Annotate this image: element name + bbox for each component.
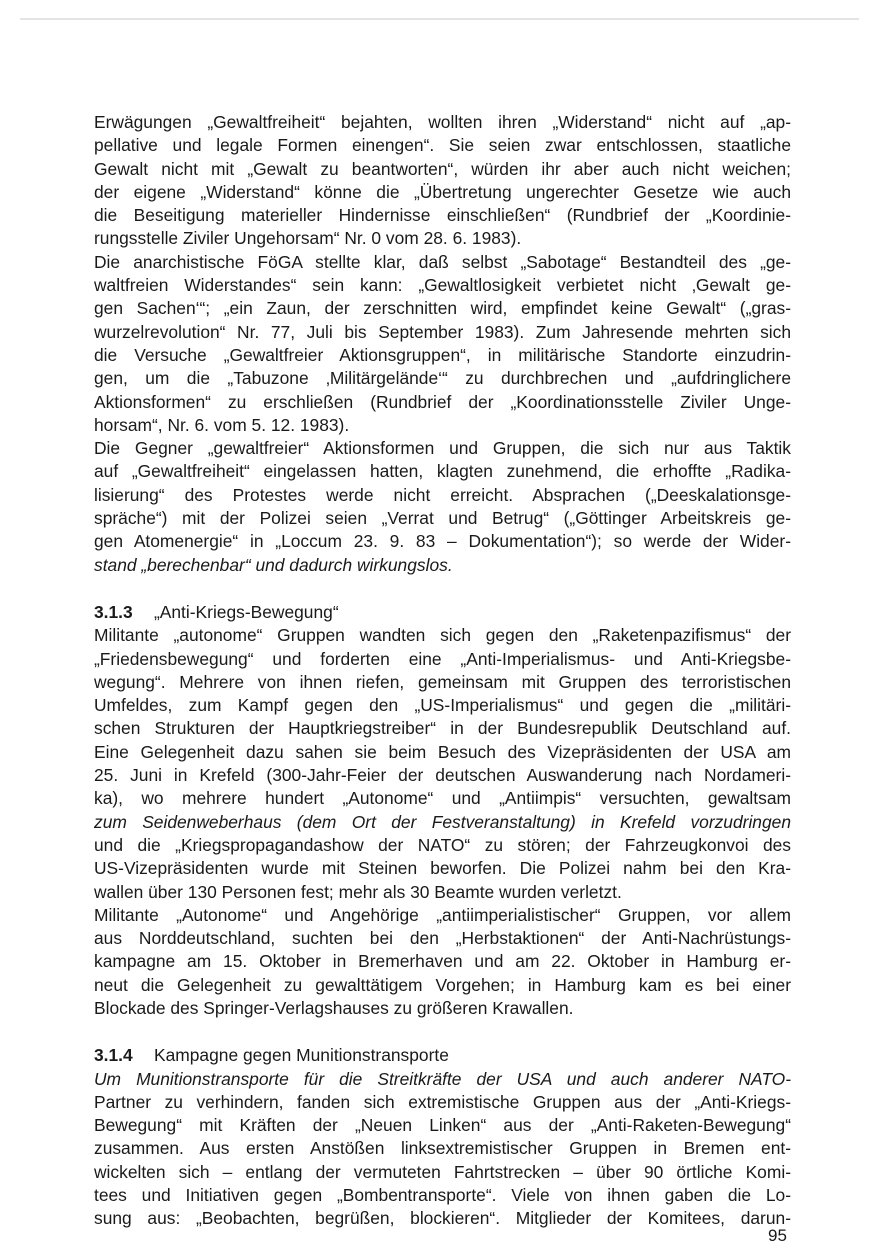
paragraph-3 [94,437,791,577]
text-line: lisierung“ des Protestes werde nicht erreicht. Absprachen („Deeskalationsge- [94,484,791,505]
text-line: gen Sachen‘“; „ein Zaun, der zerschnitten wird, empfindet keine Gewalt“ („gras- [94,298,791,319]
section-number: 3.1.4 [94,1045,133,1066]
section-heading-3-1-3 [94,601,791,624]
section-3-1-3-paragraph-1 [94,624,791,904]
text-line: pellative und legale Formen einengen“. Sie seien zwar entschlossen, staatliche [94,135,791,156]
text-line: wegung“. Mehrere von ihnen riefen, gemeinsam mit Gruppen des terroristischen [94,671,791,692]
text-line: kampagne am 15. Oktober in Bremerhaven und am 22. Oktober in Hamburg er- [94,951,791,972]
text-line: Partner zu verhindern, fanden sich extremistische Gruppen aus der „Anti-Kriegs- [94,1091,791,1112]
text-line-italic: stand „berechenbar“ und dadurch wirkungslos. [94,554,453,575]
text-line: wurzelrevolution“ Nr. 77, Juli bis September 1983). Zum Jahresende mehrten sich [94,321,791,342]
text-line: rungsstelle Ziviler Ungehorsam“ Nr. 0 vom 28. 6. 1983). [94,228,522,249]
text-line: „Friedensbewegung“ und forderten eine „Anti-Imperialismus- und Anti-Kriegsbe- [94,648,791,669]
text-line: waltfreien Widerstandes“ sein kann: „Gewaltlosigkeit verbietet nicht ‚Gewalt ge- [94,275,791,296]
section-3-1-4-paragraph-1 [94,1068,791,1231]
text-line: Umfeldes, zum Kampf gegen den „US-Imperialismus“ und gegen die „militäri- [94,695,791,716]
text-line-italic: zum Seidenweberhaus (dem Ort der Festveranstaltung) in Krefeld vorzudringen [94,811,791,832]
text-line: US-Vizepräsidenten wurde mit Steinen beworfen. Die Polizei nahm bei den Kra- [94,858,791,879]
text-line: auf „Gewaltfreiheit“ eingelassen hatten, klagten zunehmend, die erhoffte „Radika- [94,461,791,482]
text-line: und die „Kriegspropagandashow der NATO“ zu stören; der Fahrzeugkonvoi des [94,834,791,855]
page-number: 95 [768,1226,787,1245]
text-line: Militante „autonome“ Gruppen wandten sich gegen den „Raketenpazifismus“ der [94,625,791,646]
text-line: spräche“) mit der Polizei seien „Verrat und Betrug“ („Göttinger Arbeitskreis ge- [94,508,791,529]
document-page [94,111,791,1231]
paragraph-1 [94,111,791,251]
section-heading-3-1-4 [94,1044,791,1067]
text-line: Eine Gelegenheit dazu sahen sie beim Besuch des Vizepräsidenten der USA am [94,741,791,762]
text-line: sung aus: „Beobachten, begrüßen, blockieren“. Mitglieder der Komitees, darun- [94,1208,791,1229]
text-line: gen, um die „Tabuzone ‚Militärgelände‘“ zu durchbrechen und „aufdringlichere [94,368,791,389]
text-line: neut die Gelegenheit zu gewalttätigem Vorgehen; in Hamburg kam es bei einer [94,974,791,995]
section-number: 3.1.3 [94,601,133,622]
text-line: Erwägungen „Gewaltfreiheit“ bejahten, wollten ihren „Widerstand“ nicht auf „ap- [94,112,791,132]
text-line: wallen über 130 Personen fest; mehr als 30 Beamte wurden verletzt. [94,881,622,902]
text-line-italic: Um Munitionstransporte für die Streitkräfte der USA und auch anderer NATO- [94,1068,791,1089]
text-line: Gewalt nicht mit „Gewalt zu beantworten“, würden ihr aber auch nicht weichen; [94,158,791,179]
text-line: Bewegung“ mit Kräften der „Neuen Linken“ aus der „Anti-Raketen-Bewegung“ [94,1115,791,1136]
text-line: wickelten sich – entlang der vermuteten Fahrtstrecken – über 90 örtliche Komi- [94,1161,791,1182]
text-line: zusammen. Aus ersten Anstößen linksextremistischer Gruppen in Bremen ent- [94,1138,791,1159]
text-line: der eigene „Widerstand“ könne die „Übertretung ungerechter Gesetze wie auch [94,181,791,202]
text-line: ka), wo mehrere hundert „Autonome“ und „Antiimpis“ versuchten, gewaltsam [94,788,791,809]
text-line: Blockade des Springer-Verlagshauses zu größeren Krawallen. [94,997,574,1018]
top-edge-shadow [20,18,859,20]
section-title: „Anti-Kriegs-Bewegung“ [154,601,339,622]
text-line: Die Gegner „gewaltfreier“ Aktionsformen und Gruppen, die sich nur aus Taktik [94,438,791,459]
text-line: Militante „Autonome“ und Angehörige „antiimperialistischer“ Gruppen, vor allem [94,904,791,925]
section-title: Kampagne gegen Munitionstransporte [154,1045,449,1066]
text-line: schen Strukturen der Hauptkriegstreiber“ in der Bundesrepublik Deutschland auf. [94,718,791,739]
text-line: horsam“, Nr. 6. vom 5. 12. 1983). [94,414,350,435]
text-line: Aktionsformen“ zu erschließen (Rundbrief der „Koordinationsstelle Ziviler Unge- [94,391,791,412]
text-line: aus Norddeutschland, suchten bei den „Herbstaktionen“ der Anti-Nachrüstungs- [94,928,791,949]
text-line: gen Atomenergie“ in „Loccum 23. 9. 83 – Dokumentation“); so werde der Wider- [94,531,791,552]
section-3-1-3-paragraph-2 [94,904,791,1020]
text-line: Die anarchistische FöGA stellte klar, daß selbst „Sabotage“ Bestandteil des „ge- [94,251,791,272]
paragraph-2 [94,251,791,437]
text-line: die Versuche „Gewaltfreier Aktionsgruppen“, in militärische Standorte einzudrin- [94,344,791,365]
text-line: 25. Juni in Krefeld (300-Jahr-Feier der deutschen Auswanderung nach Nordameri- [94,765,791,786]
text-line: die Beseitigung materieller Hindernisse einschließen“ (Rundbrief der „Koordinie- [94,205,791,226]
text-line: tees und Initiativen gegen „Bombentransporte“. Viele von ihnen gaben die Lo- [94,1185,791,1206]
